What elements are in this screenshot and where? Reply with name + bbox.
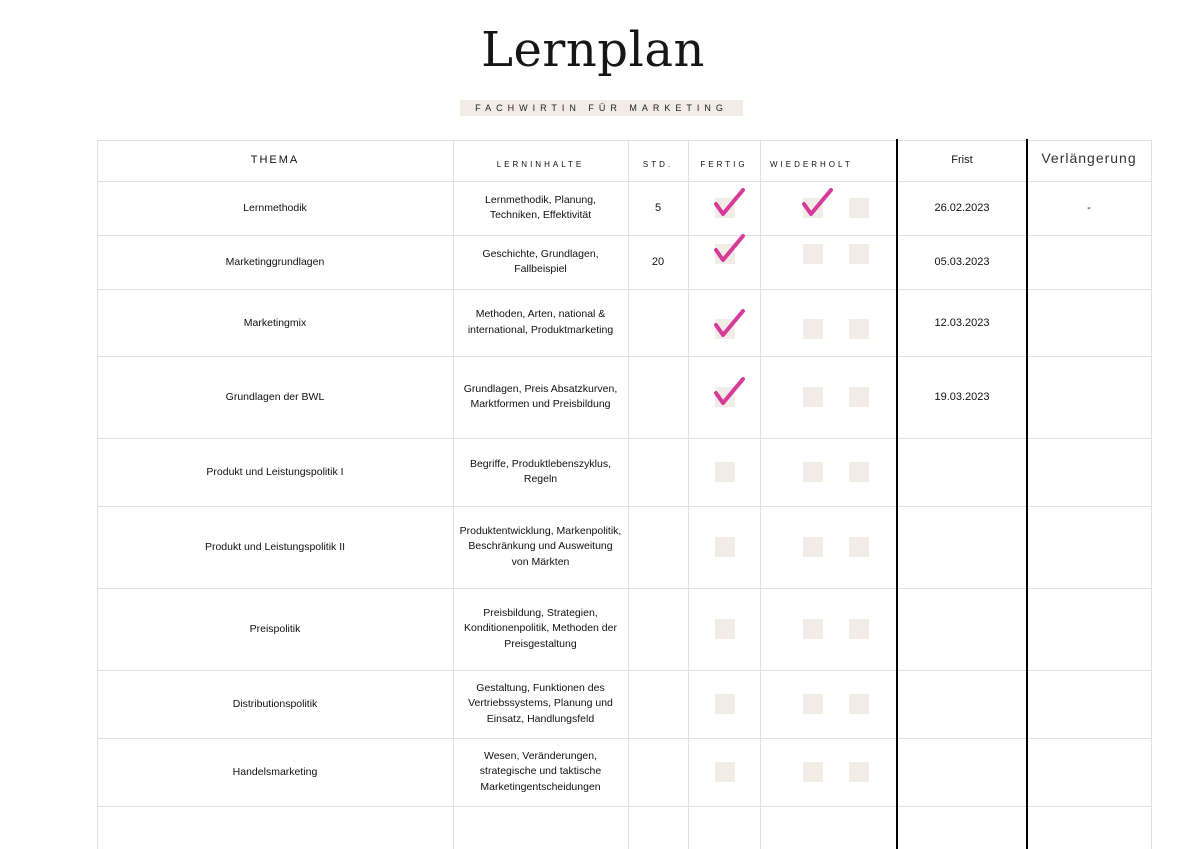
row-verlaengerung bbox=[1027, 588, 1151, 670]
header-wiederholt: WIEDERHOLT bbox=[770, 159, 853, 169]
row-verlaengerung bbox=[1027, 806, 1151, 849]
row-lerninhalte: Preisbildung, Strategien, Konditionenpolitik, Methoden der Preisgestaltung bbox=[464, 607, 617, 650]
row-lerninhalte: Produktentwicklung, Markenpolitik, Beschränkung und Ausweitung von Märkten bbox=[459, 525, 622, 568]
row-lerninhalte bbox=[453, 806, 628, 849]
row-verlaengerung: - bbox=[1087, 202, 1091, 214]
row-thema: Distributionspolitik bbox=[232, 698, 318, 710]
row-verlaengerung bbox=[1027, 506, 1151, 588]
header-thema: THEMA bbox=[250, 154, 300, 166]
row-lerninhalte: Begriffe, Produktlebenszyklus, Regeln bbox=[469, 457, 612, 485]
fertig-check-icon[interactable] bbox=[713, 188, 747, 218]
row-std: 20 bbox=[651, 256, 665, 268]
row-lerninhalte: Gestaltung, Funktionen des Vertriebssystems, Planung und Einsatz, Handlungsfeld bbox=[468, 682, 613, 725]
row-frist bbox=[897, 438, 1027, 506]
row-frist: 12.03.2023 bbox=[934, 316, 990, 329]
wiederholt-checkbox-2[interactable] bbox=[849, 762, 869, 782]
row-thema: Marketinggrundlagen bbox=[225, 256, 325, 268]
header-std: STD. bbox=[642, 159, 674, 169]
row-lerninhalte: Lernmethodik, Planung, Techniken, Effektivität bbox=[485, 193, 596, 221]
row-thema: Marketingmix bbox=[243, 316, 307, 329]
row-std bbox=[628, 289, 688, 356]
fertig-checkbox[interactable] bbox=[715, 537, 735, 557]
row-std bbox=[628, 588, 688, 670]
wiederholt-checkbox-2[interactable] bbox=[849, 387, 869, 407]
row-frist bbox=[897, 506, 1027, 588]
row-thema bbox=[97, 806, 453, 849]
row-verlaengerung bbox=[1027, 235, 1151, 289]
row-std bbox=[628, 506, 688, 588]
fertig-check-icon[interactable] bbox=[713, 377, 747, 407]
row-thema: Produkt und Leistungspolitik I bbox=[206, 466, 344, 478]
page-title: Lernplan bbox=[481, 22, 705, 78]
header-verlaengerung: Verlängerung bbox=[1041, 150, 1137, 166]
row-frist bbox=[897, 806, 1027, 849]
row-verlaengerung bbox=[1027, 438, 1151, 506]
row-lerninhalte: Grundlagen, Preis Absatzkurven, Marktformen und Preisbildung bbox=[463, 382, 618, 410]
row-std bbox=[628, 738, 688, 806]
wiederholt-checkbox-1[interactable] bbox=[803, 244, 823, 264]
fertig-checkbox[interactable] bbox=[715, 762, 735, 782]
row-thema: Handelsmarketing bbox=[232, 766, 318, 778]
row-thema: Lernmethodik bbox=[243, 202, 307, 214]
fertig-check-icon[interactable] bbox=[713, 234, 747, 264]
row-thema: Grundlagen der BWL bbox=[225, 391, 325, 403]
wiederholt-checkbox-2[interactable] bbox=[849, 462, 869, 482]
wiederholt-checkbox-2[interactable] bbox=[849, 198, 869, 218]
row-verlaengerung bbox=[1027, 289, 1151, 356]
wiederholt-checkbox-2[interactable] bbox=[849, 319, 869, 339]
row-frist bbox=[897, 738, 1027, 806]
wiederholt-checkbox-1[interactable] bbox=[803, 319, 823, 339]
fertig-checkbox[interactable] bbox=[715, 694, 735, 714]
wiederholt-checkbox-2[interactable] bbox=[849, 694, 869, 714]
wiederholt-checkbox-1[interactable] bbox=[803, 762, 823, 782]
row-lerninhalte: Geschichte, Grundlagen, Fallbeispiel bbox=[482, 247, 599, 275]
header-lerninhalte: LERNINHALTE bbox=[496, 159, 585, 169]
header-frist: Frist bbox=[951, 154, 973, 166]
row-std bbox=[628, 670, 688, 738]
row-std bbox=[628, 438, 688, 506]
row-std: 5 bbox=[654, 202, 662, 214]
wiederholt-checkbox-1[interactable] bbox=[803, 694, 823, 714]
row-frist bbox=[897, 670, 1027, 738]
wiederholt-checkbox-2[interactable] bbox=[849, 537, 869, 557]
wiederholt-checkbox-1[interactable] bbox=[803, 619, 823, 639]
row-thema: Produkt und Leistungspolitik II bbox=[204, 541, 346, 553]
wiederholt-checkbox-2[interactable] bbox=[849, 619, 869, 639]
row-verlaengerung bbox=[1027, 356, 1151, 438]
row-frist bbox=[897, 588, 1027, 670]
wiederholt-checkbox-2[interactable] bbox=[849, 244, 869, 264]
row-std bbox=[628, 356, 688, 438]
row-frist: 19.03.2023 bbox=[934, 391, 990, 403]
fertig-checkbox[interactable] bbox=[715, 462, 735, 482]
row-std bbox=[628, 806, 688, 849]
row-verlaengerung bbox=[1027, 738, 1151, 806]
wiederholt-checkbox-1[interactable] bbox=[803, 462, 823, 482]
fertig-checkbox[interactable] bbox=[715, 619, 735, 639]
wiederholt-checkbox-1[interactable] bbox=[803, 387, 823, 407]
wiederholt-checkbox-1[interactable] bbox=[803, 537, 823, 557]
page-subtitle: FACHWIRTIN FÜR MARKETING bbox=[460, 100, 743, 116]
header-fertig: FERTIG bbox=[700, 159, 748, 169]
row-verlaengerung bbox=[1027, 670, 1151, 738]
fertig-check-icon[interactable] bbox=[713, 309, 747, 339]
row-thema: Preispolitik bbox=[249, 623, 301, 635]
row-lerninhalte: Wesen, Veränderungen, strategische und taktische Marketingentscheidungen bbox=[479, 750, 602, 793]
row-frist: 26.02.2023 bbox=[934, 202, 990, 214]
wiederholt-check-icon[interactable] bbox=[801, 188, 835, 218]
row-lerninhalte: Methoden, Arten, national & international, Produktmarketing bbox=[467, 308, 614, 336]
row-frist: 05.03.2023 bbox=[934, 256, 990, 268]
